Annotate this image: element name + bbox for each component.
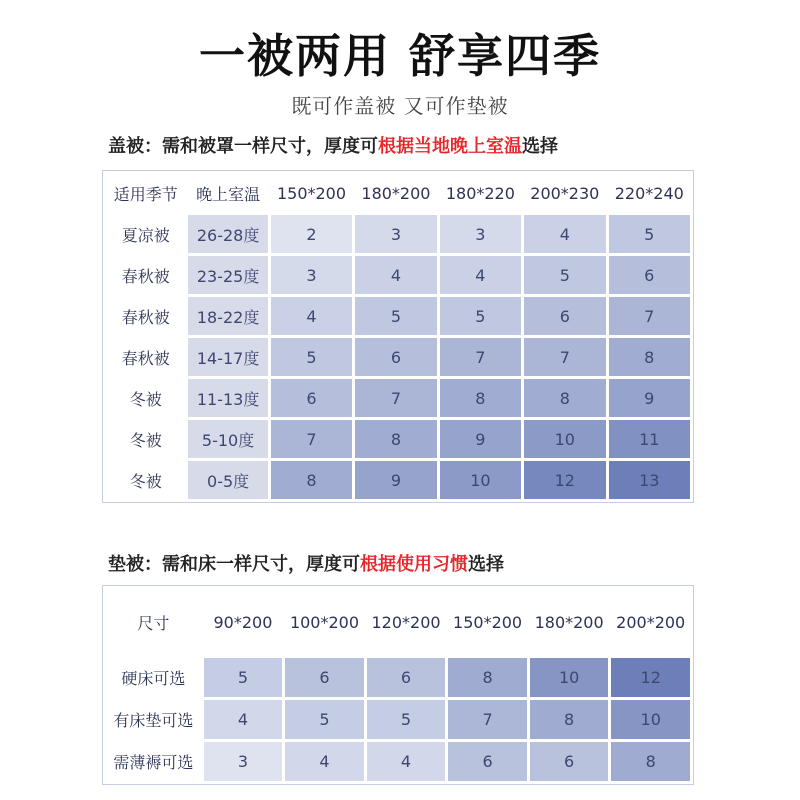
season-cell: 春秋被 — [106, 256, 185, 294]
table-row — [106, 420, 690, 458]
thickness-cell: 7 — [524, 338, 605, 376]
usage-cell: 需薄褥可选 — [106, 742, 201, 781]
table-row — [106, 658, 690, 697]
thickness-cell: 8 — [271, 461, 352, 499]
table-row — [106, 379, 690, 417]
thickness-cell: 9 — [440, 420, 521, 458]
thickness-cell: 4 — [285, 742, 364, 781]
thickness-cell: 7 — [448, 700, 527, 739]
thickness-cell: 3 — [440, 215, 521, 253]
section1-heading-prefix: 盖被：需和被罩一样尺寸，厚度可 — [108, 136, 378, 157]
table-row — [106, 700, 690, 739]
column-header: 220*240 — [609, 174, 690, 212]
season-cell: 春秋被 — [106, 297, 185, 335]
section2-heading-highlight: 根据使用习惯 — [360, 554, 468, 575]
thickness-cell: 5 — [440, 297, 521, 335]
thickness-cell: 8 — [609, 338, 690, 376]
table-header-row — [106, 174, 690, 212]
thickness-cell: 8 — [448, 658, 527, 697]
season-cell: 冬被 — [106, 379, 185, 417]
thickness-cell: 4 — [524, 215, 605, 253]
column-header: 适用季节 — [106, 174, 185, 212]
thickness-cell: 4 — [367, 742, 446, 781]
thickness-cell: 4 — [440, 256, 521, 294]
temperature-cell: 0-5度 — [188, 461, 267, 499]
section2-heading — [108, 550, 504, 576]
column-header: 200*200 — [611, 589, 690, 655]
thickness-cell: 6 — [609, 256, 690, 294]
column-header: 180*220 — [440, 174, 521, 212]
thickness-cell: 10 — [440, 461, 521, 499]
thickness-cell: 6 — [355, 338, 436, 376]
thickness-cell: 8 — [440, 379, 521, 417]
thickness-cell: 5 — [609, 215, 690, 253]
thickness-cell: 10 — [530, 658, 609, 697]
thickness-cell: 6 — [271, 379, 352, 417]
table-header-row — [106, 589, 690, 655]
season-cell: 春秋被 — [106, 338, 185, 376]
temperature-cell: 11-13度 — [188, 379, 267, 417]
table-row — [106, 297, 690, 335]
temperature-cell: 23-25度 — [188, 256, 267, 294]
column-header: 120*200 — [367, 589, 446, 655]
thickness-cell: 10 — [524, 420, 605, 458]
section2-heading-prefix: 垫被：需和床一样尺寸，厚度可 — [108, 554, 360, 575]
mattress-pad-thickness-table — [103, 586, 693, 784]
thickness-cell: 2 — [271, 215, 352, 253]
thickness-cell: 5 — [271, 338, 352, 376]
thickness-cell: 11 — [609, 420, 690, 458]
thickness-cell: 7 — [609, 297, 690, 335]
column-header: 180*200 — [355, 174, 436, 212]
thickness-cell: 4 — [355, 256, 436, 294]
table-row — [106, 461, 690, 499]
column-header: 150*200 — [271, 174, 352, 212]
thickness-cell: 8 — [524, 379, 605, 417]
thickness-cell: 7 — [271, 420, 352, 458]
thickness-cell: 4 — [204, 700, 283, 739]
season-cell: 冬被 — [106, 420, 185, 458]
table-row — [106, 215, 690, 253]
column-header: 150*200 — [448, 589, 527, 655]
thickness-cell: 9 — [609, 379, 690, 417]
column-header: 90*200 — [204, 589, 283, 655]
section1-heading-suffix: 选择 — [522, 136, 558, 157]
thickness-cell: 10 — [611, 700, 690, 739]
thickness-cell: 12 — [611, 658, 690, 697]
section2-heading-suffix: 选择 — [468, 554, 504, 575]
thickness-cell: 5 — [355, 297, 436, 335]
column-header: 200*230 — [524, 174, 605, 212]
table-row — [106, 742, 690, 781]
thickness-cell: 3 — [204, 742, 283, 781]
thickness-cell: 5 — [367, 700, 446, 739]
thickness-cell: 8 — [355, 420, 436, 458]
thickness-cell: 6 — [448, 742, 527, 781]
column-header: 100*200 — [285, 589, 364, 655]
thickness-cell: 8 — [530, 700, 609, 739]
usage-cell: 有床垫可选 — [106, 700, 201, 739]
temperature-cell: 26-28度 — [188, 215, 267, 253]
thickness-cell: 6 — [530, 742, 609, 781]
column-header: 180*200 — [530, 589, 609, 655]
season-cell: 夏凉被 — [106, 215, 185, 253]
thickness-cell: 6 — [367, 658, 446, 697]
thickness-cell: 7 — [440, 338, 521, 376]
thickness-cell: 13 — [609, 461, 690, 499]
section1-heading-highlight: 根据当地晚上室温 — [378, 136, 522, 157]
thickness-cell: 8 — [611, 742, 690, 781]
column-header: 尺寸 — [106, 589, 201, 655]
thickness-cell: 4 — [271, 297, 352, 335]
temperature-cell: 18-22度 — [188, 297, 267, 335]
page-title: 一被两用 舒享四季 — [198, 29, 601, 83]
quilt-thickness-table — [103, 171, 693, 502]
section1-heading — [108, 132, 558, 158]
thickness-cell: 3 — [271, 256, 352, 294]
thickness-cell: 5 — [204, 658, 283, 697]
thickness-cell: 7 — [355, 379, 436, 417]
temperature-cell: 5-10度 — [188, 420, 267, 458]
usage-cell: 硬床可选 — [106, 658, 201, 697]
page-subtitle: 既可作盖被 又可作垫被 — [291, 94, 509, 118]
thickness-cell: 5 — [285, 700, 364, 739]
thickness-cell: 6 — [524, 297, 605, 335]
thickness-cell: 3 — [355, 215, 436, 253]
thickness-cell: 5 — [524, 256, 605, 294]
thickness-cell: 9 — [355, 461, 436, 499]
temperature-cell: 14-17度 — [188, 338, 267, 376]
table-row — [106, 256, 690, 294]
thickness-cell: 6 — [285, 658, 364, 697]
table-row — [106, 338, 690, 376]
season-cell: 冬被 — [106, 461, 185, 499]
column-header: 晚上室温 — [188, 174, 267, 212]
thickness-cell: 12 — [524, 461, 605, 499]
